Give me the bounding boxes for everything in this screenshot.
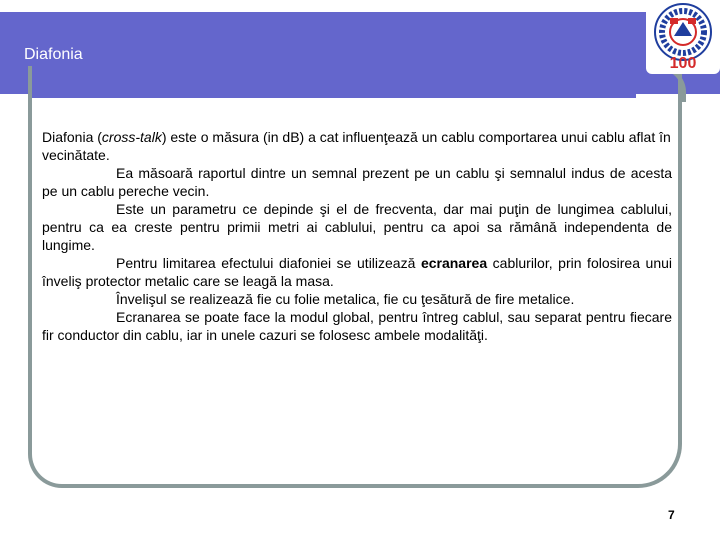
bold-term: ecranarea [420, 255, 488, 271]
paragraph-1: Ea măsoară raportul dintre un semnal prezent pe un cablu şi semnalul indus de acesta pe un cablu pereche vecin. [42, 165, 672, 199]
slide-body [42, 128, 672, 344]
paragraph-5: Ecranarea se poate face la modul global, pentru întreg cablul, sau separat pentru fiecare fir conductor din cablu, iar in unele cazuri se folosesc ambele modalităţi. [42, 309, 672, 343]
lead-italic-term: cross-talk [101, 129, 162, 145]
logo-emblem-icon [646, 0, 720, 74]
lead-paragraph: Diafonia (cross-talk) este o măsura (in dB) a cat influenţează un cablu comportarea unui cablu aflat în vecinătate. [42, 129, 671, 163]
university-logo [646, 0, 720, 74]
paragraph-4: Învelişul se realizează fie cu folie metalica, fie cu ţesătură de fire metalice. [116, 291, 575, 307]
logo-number: 100 [669, 55, 697, 72]
slide-title: Diafonia [24, 46, 83, 63]
paragraph-3: Pentru limitarea efectului diafoniei se utilizează ecranarea cablurilor, prin folosirea unui înveliş protector metalic care se leagă la masa. [42, 255, 672, 289]
page-number: 7 [668, 508, 675, 522]
paragraph-2: Este un parametru ce depinde şi el de frecventa, dar mai puţin de lungimea cablului, pentru ca ea creste pentru primii metri ai cablului, pentru ca apoi sa rămână independenta de lungime. [42, 201, 672, 253]
